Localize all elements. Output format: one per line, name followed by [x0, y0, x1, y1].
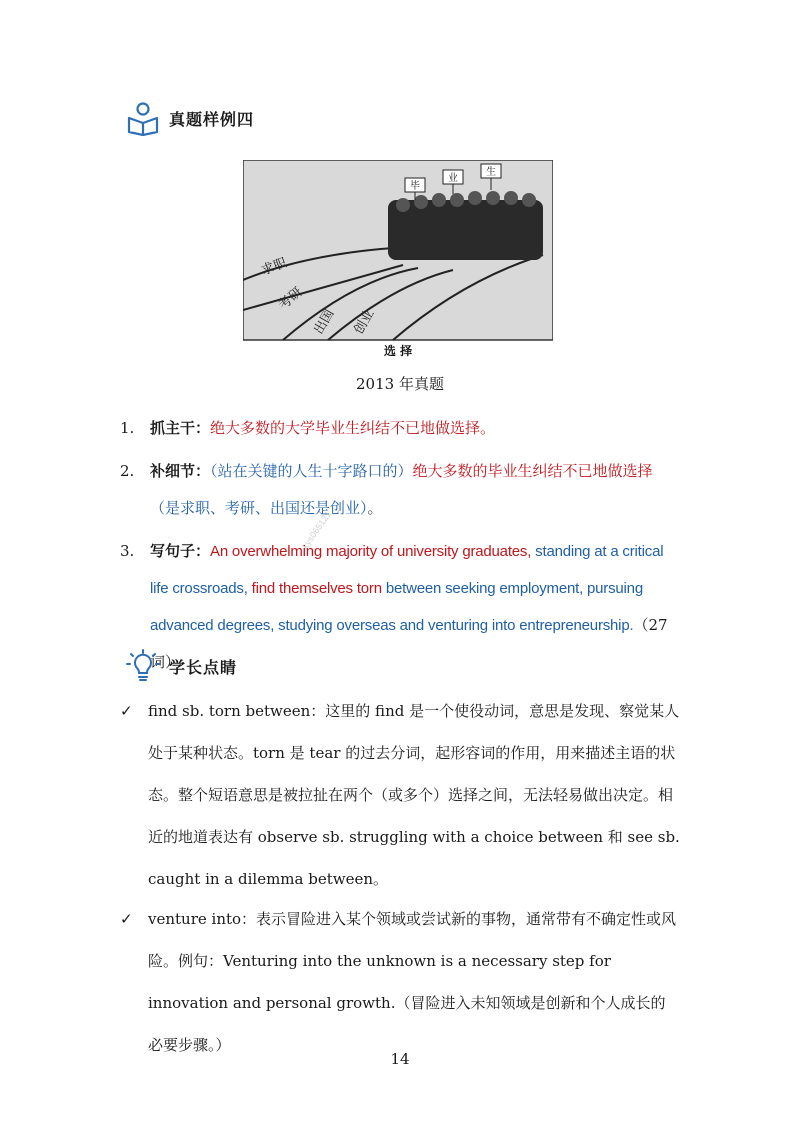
section-header-example — [125, 100, 254, 136]
sentence-part-3: find themselves torn — [247, 580, 382, 597]
sign-1: 毕 — [410, 181, 420, 192]
check-icon: ✓ — [120, 910, 133, 928]
detail-text-1: （站在关键的人生十字路口的） — [210, 462, 413, 480]
cartoon-illustration — [243, 160, 553, 360]
page-number: 14 — [390, 1050, 410, 1068]
detail-text-2: （是求职、考研、出国还是创业） — [150, 499, 368, 517]
tip-bullet-2 — [120, 898, 680, 1066]
item-number: 2. — [120, 462, 135, 480]
path-label-grad: 考研 — [275, 284, 306, 314]
tip-bullet-1 — [120, 690, 680, 900]
main-clause-text: 绝大多数的毕业生纠结不已地做选择 — [412, 462, 653, 480]
sign-3: 生 — [486, 167, 496, 178]
item-label: 补细节： — [150, 462, 211, 480]
year-caption: 2013 年真题 — [356, 375, 444, 393]
section-header-tips — [125, 648, 237, 684]
path-label-abroad: 出国 — [311, 306, 338, 337]
sign-2: 业 — [448, 173, 458, 184]
sentence-part-2: standing at a critical life crossroads, — [150, 543, 664, 597]
item-1 — [120, 410, 680, 447]
sentence-part-1: An overwhelming majority of university graduates, — [210, 543, 532, 560]
reader-icon — [125, 100, 161, 136]
item-2 — [120, 453, 680, 527]
item-label: 抓主干： — [150, 419, 211, 437]
item-end-punct: 。 — [367, 499, 383, 517]
lightbulb-icon — [125, 648, 161, 684]
main-clause-text: 绝大多数的大学毕业生纠结不已地做选择。 — [210, 419, 496, 437]
watermark: kys065121 — [300, 509, 334, 551]
cartoon-caption: 选 择 — [383, 344, 413, 358]
sentence-part-4: between seeking employment, pursuing advanced degrees, studying overseas and venturing into entrepreneurship. — [150, 580, 643, 634]
tip-text: venture into：表示冒险进入某个领域或尝试新的事物，通常带有不确定性或风险。例句：Venturing into the unknown is a necessary step for innovation and personal growth.（冒险进入未知领域是创新和个人成长的必要步骤。） — [148, 910, 677, 1054]
path-label-startup: 创业 — [351, 306, 378, 337]
section-title: 真题样例四 — [169, 109, 255, 129]
tip-text: find sb. torn between：这里的 find 是一个使役动词，意思是发现、察觉某人处于某种状态。torn 是 tear 的过去分词，起形容词的作用，用来描述主语的状态。整个短语意思是被拉扯在两个（或多个）选择之间，无法轻易做出决定。相近的地道表达有 observe sb. struggling with a choice between 和 see sb. caught in a dilemma between。 — [148, 702, 680, 888]
check-icon: ✓ — [120, 702, 133, 720]
item-number: 3. — [120, 542, 135, 560]
item-number: 1. — [120, 419, 135, 437]
word-count: （27 词） — [150, 616, 668, 671]
section-title: 学长点睛 — [169, 657, 238, 677]
path-label-job: 求职 — [259, 255, 289, 279]
item-label: 写句子： — [150, 542, 211, 560]
